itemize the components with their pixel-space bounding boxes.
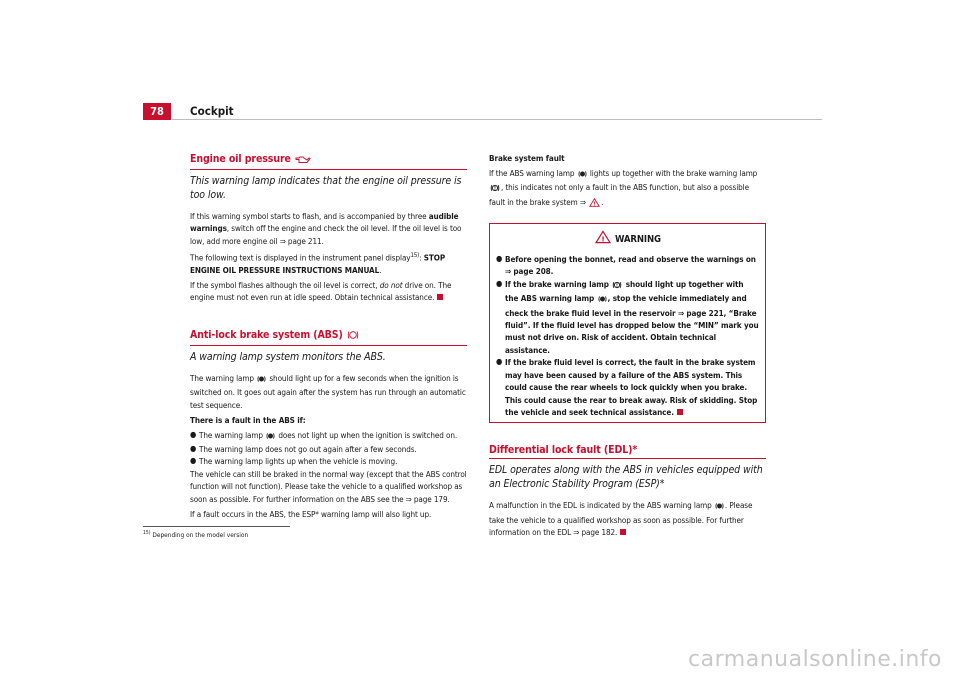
brake-section (489, 152, 766, 210)
svg-text:!: ! (616, 283, 619, 289)
brake-lamp-icon (612, 280, 622, 292)
warning-heading: ! WARNING (496, 230, 759, 248)
right-column (489, 152, 766, 541)
abs-para-3: If a fault occurs in the ABS, the ESP* warning lamp will also light up. (190, 508, 432, 519)
edl-section-rule (489, 458, 766, 459)
warning-bullet-2: ● If the brake warning lamp ! should light up together with the ABS warning lamp , stop the vehicle immediately and check the brake fluid level in the reservoir ⇒ page 221, “Brake fluid”. If the fluid level has dropped below the “MIN” mark you must not drive on. Risk of accident. Obtain technical assistance. (496, 278, 759, 355)
header-rule (172, 119, 822, 120)
warning-box (489, 223, 766, 424)
edl-section-title: Differential lock fault (EDL)* (489, 444, 638, 457)
oil-para-3: If the symbol flashes although the oil level is correct, do not drive on. The engine must not even run at idle speed. Obtain technical assistance. (190, 279, 452, 303)
page-number: 78 (143, 103, 171, 120)
abs-bullet-1: ● The warning lamp does not light up when the ignition is switched on. (190, 429, 467, 443)
svg-text:!: ! (601, 234, 605, 244)
brake-para: If the ABS warning lamp lights up together with the brake warning lamp ! , this indicates not only a fault in the ABS function, but also a possible fault in the brake system ⇒ ! . (489, 167, 766, 210)
svg-text:!: ! (593, 201, 596, 207)
abs-fault-heading: There is a fault in the ABS if: (190, 414, 306, 425)
chapter-title: Cockpit (190, 104, 234, 118)
abs-lamp-icon (715, 501, 724, 513)
oil-para-2: The following text is displayed in the instrument panel display$^{15)}$: STOP ENGINE OIL PRESSURE INSTRUCTIONS MANUAL. (190, 251, 446, 275)
abs-para-2: The vehicle can still be braked in the normal way (except that the ABS control function will not function). Please take the vehicle to a qualified workshop as soon as possible. For further information on the ABS see the ⇒ page 179. (190, 468, 467, 504)
watermark: carmanualsonline.info (688, 647, 942, 672)
oil-can-icon (295, 154, 311, 168)
warning-triangle-icon (589, 198, 600, 210)
abs-lamp-icon (266, 431, 275, 443)
oil-para-1: If this warning symbol starts to flash, and is accompanied by three audible warnings, switch off the engine and check the oil level. If the oil level is too low, add more engine oil ⇒ page 211. (190, 211, 462, 246)
brake-heading: Brake system fault (489, 153, 565, 163)
abs-lamp-icon (598, 294, 607, 306)
section-end-mark (437, 294, 443, 300)
oil-section (190, 152, 467, 304)
footnote-rule (143, 526, 290, 527)
warning-bullet-1: ● Before opening the bonnet, read and observe the warnings on ⇒ page 208. (496, 254, 756, 277)
bullet-icon: ● (496, 254, 503, 264)
left-column (190, 152, 467, 523)
abs-bullet-3: ● The warning lamp lights up when the vehicle is moving. (190, 456, 398, 467)
svg-text:!: ! (493, 187, 497, 193)
abs-lamp-icon (257, 374, 266, 386)
edl-para: A malfunction in the EDL is indicated by the ABS warning lamp . Please take the vehicle to a qualified workshop as soon as possible. For further information on the EDL ⇒ page 182. (489, 500, 753, 538)
warning-triangle-icon (595, 230, 611, 248)
abs-section-subtitle: A warning lamp system monitors the ABS. (190, 351, 386, 364)
oil-section-title: Engine oil pressure (190, 152, 467, 168)
bullet-icon: ● (190, 456, 197, 466)
edl-section-subtitle: EDL operates along with the ABS in vehicles equipped with an Electronic Stability Program (ESP)* (489, 464, 763, 491)
brake-lamp-icon (490, 183, 500, 195)
abs-section-rule (190, 345, 467, 346)
abs-section (190, 328, 467, 520)
bullet-icon: ● (496, 357, 503, 367)
footnote: $^{15)}$ Depending on the model version (143, 530, 249, 540)
section-end-mark (677, 409, 683, 415)
abs-bullet-2: ● The warning lamp does not go out again after a few seconds. (190, 444, 417, 455)
oil-section-subtitle: This warning lamp indicates that the engine oil pressure is too low. (190, 175, 462, 201)
abs-warning-icon (347, 330, 359, 344)
warning-bullet-3: ● If the brake fluid level is correct, the fault in the brake system may have been caused by a failure of the ABS system. This could cause the rear wheels to lock quickly when you brake. This could cause the rear to break away. Risk of skidding. Stop the vehicle and seek technical assistance. (496, 357, 758, 417)
abs-para-1: The warning lamp should light up for a few seconds when the ignition is switched on. It goes out again after the system has run through an automatic test sequence. (190, 373, 466, 410)
oil-section-rule (190, 169, 467, 170)
edl-section (489, 443, 766, 538)
bullet-icon: ● (496, 278, 503, 288)
section-end-mark (620, 529, 626, 535)
bullet-icon: ● (190, 429, 197, 439)
abs-lamp-icon (578, 169, 587, 181)
bullet-icon: ● (190, 444, 197, 454)
abs-section-title: Anti-lock brake system (ABS) (190, 328, 467, 344)
